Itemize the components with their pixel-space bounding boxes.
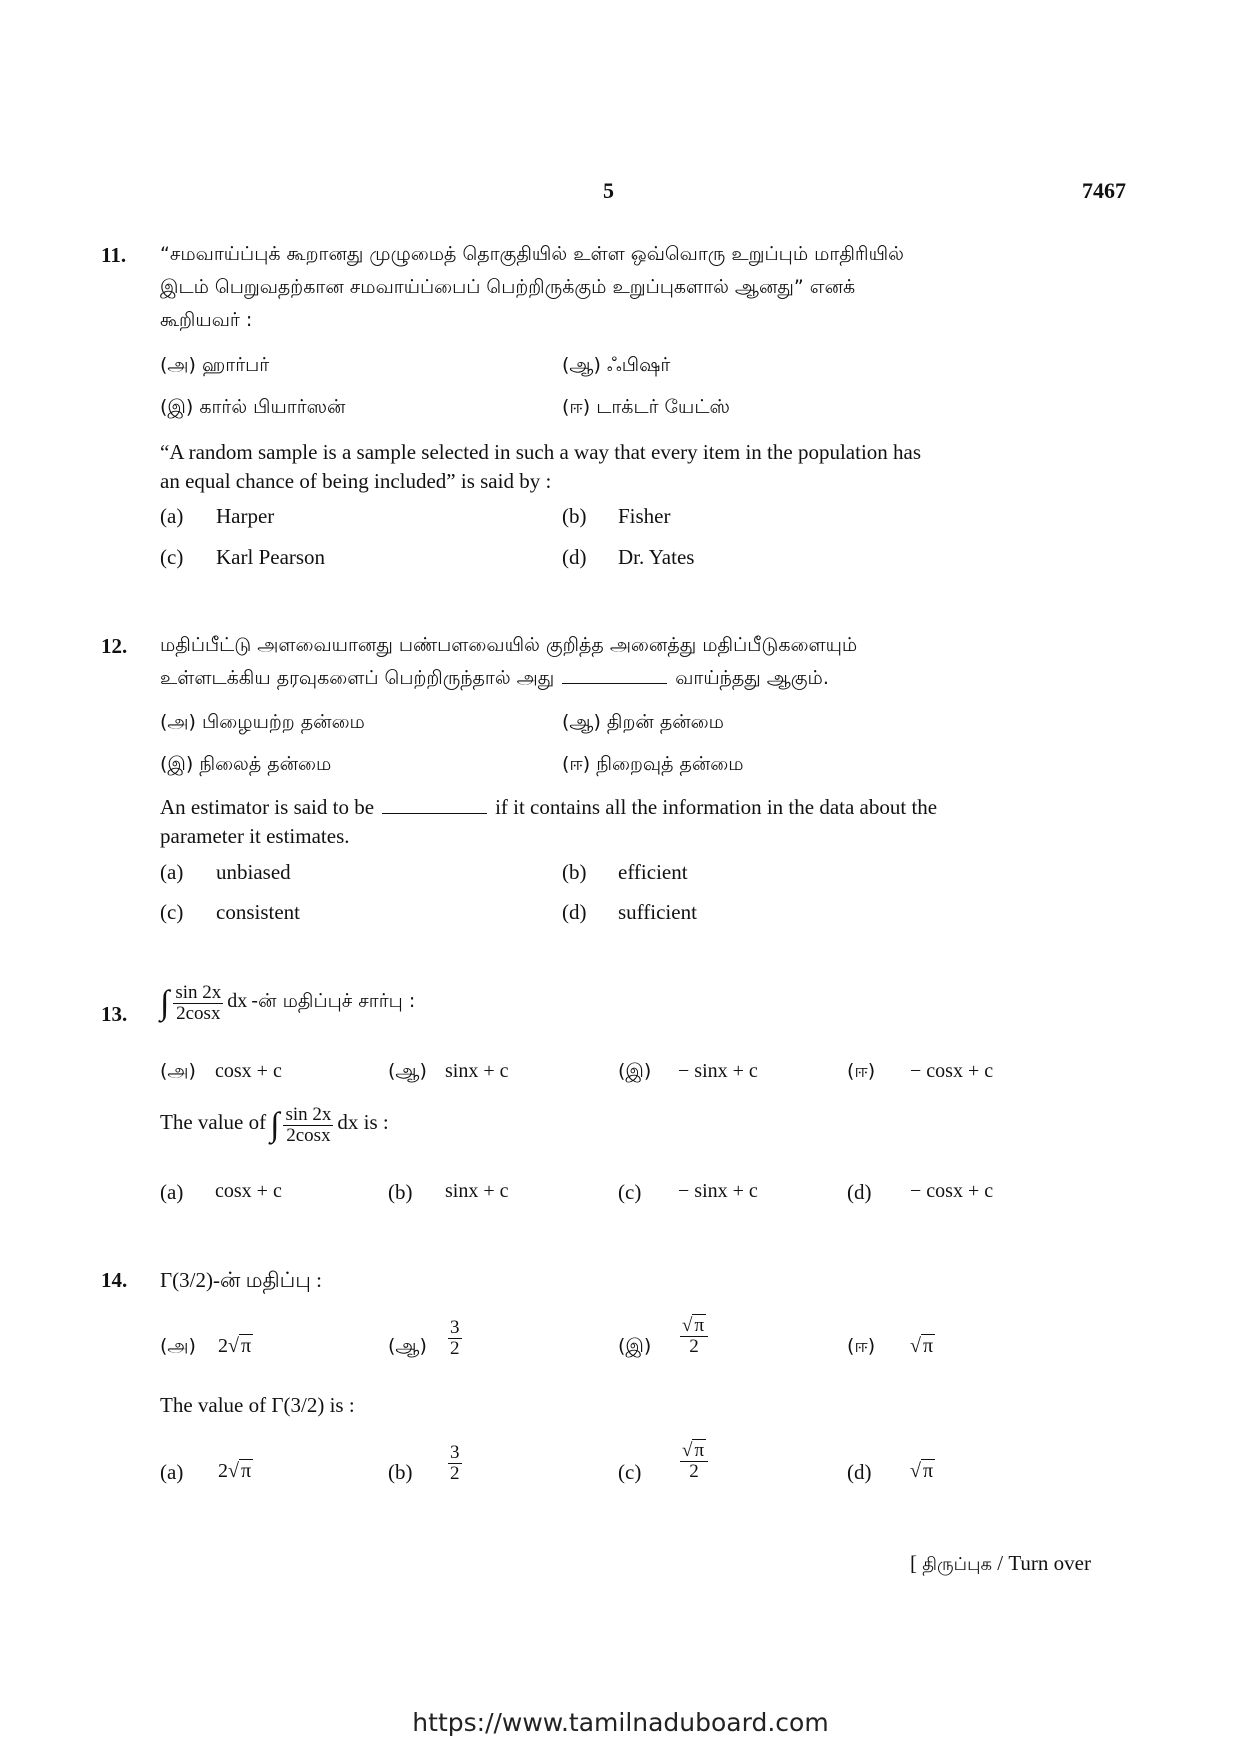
question-text-english-line [160, 795, 937, 820]
turn-over-note [910, 1551, 1091, 1577]
page-number: 5 [603, 178, 614, 203]
option-value-fraction [448, 1318, 462, 1359]
option-label: (b) [388, 1180, 413, 1204]
fraction-numerator: 3 [450, 1442, 460, 1463]
text-part: வாய்ந்தது ஆகும். [675, 667, 829, 689]
option-label: (c) [618, 1460, 642, 1484]
footer-url[interactable]: https://www.tamilnaduboard.com [412, 1708, 829, 1737]
integral-expression-tamil [160, 983, 415, 1024]
option-value: sinx + c [445, 1180, 509, 1202]
fraction-numerator: sin 2x [285, 1104, 332, 1125]
gamma-text-tamil: Γ(3/2)-ன் மதிப்பு : [160, 1268, 323, 1292]
option-tamil: (இ) நிலைத் தன்மை [160, 753, 332, 775]
option-label: (d) [562, 545, 587, 569]
option-text: Dr. Yates [618, 545, 695, 569]
fraction-denominator: 2 [689, 1335, 699, 1357]
fraction-denominator: 2 [450, 1462, 460, 1484]
option-label-tamil: (அ) [160, 1335, 196, 1357]
answer-blank [562, 683, 667, 684]
option-value: cosx + c [215, 1060, 282, 1082]
option-value-fraction [680, 1316, 708, 1357]
question-number: 13. [101, 1002, 128, 1026]
integral-sign: ∫ [270, 1106, 280, 1144]
question-text-english: an equal chance of being included” is said by : [160, 469, 552, 493]
option-label-tamil: (ஆ) [388, 1060, 427, 1082]
option-value: − cosx + c [910, 1060, 994, 1082]
option-label: (d) [847, 1180, 872, 1204]
option-label-tamil: (இ) [618, 1060, 652, 1082]
pi-symbol: π [240, 1460, 252, 1482]
option-label: (a) [160, 504, 184, 528]
option-value: 2√ π [218, 1335, 252, 1357]
question-text-english: “A random sample is a sample selected in such a way that every item in the population has [160, 440, 922, 464]
question-text-tamil: இடம் பெறுவதற்கான சமவாய்ப்பைப் பெற்றிருக்கும் உறுப்புகளால் ஆனது” எனக் [160, 276, 856, 298]
text-part: An estimator is said to be [160, 795, 375, 819]
option-label-tamil: (அ) [160, 1060, 196, 1082]
fraction-numerator: √ π [680, 1316, 708, 1337]
option-label-tamil: (ஈ) [847, 1060, 876, 1082]
option-value: − sinx + c [678, 1180, 758, 1202]
integral-sign: ∫ [160, 984, 170, 1022]
option-value: √ π [910, 1460, 934, 1482]
turn-over-tamil: திருப்புக [922, 1554, 992, 1575]
question-text-tamil: -ன் மதிப்புச் சார்பு : [251, 990, 416, 1013]
question-text-tamil: மதிப்பீட்டு அளவையானது பண்பளவையில் குறித்த அனைத்து மதிப்பீடுகளையும் [160, 634, 858, 656]
option-tamil: (ஆ) திறன் தன்மை [562, 711, 724, 733]
option-label-tamil: (இ) [618, 1335, 652, 1357]
pi-symbol: π [694, 1440, 705, 1461]
bracket: [ [910, 1551, 917, 1575]
fraction-numerator: 3 [450, 1317, 460, 1338]
option-label: (c) [160, 900, 184, 924]
fraction-denominator: 2cosx [286, 1124, 331, 1146]
question-text-english: parameter it estimates. [160, 824, 350, 848]
option-value: 2√ π [218, 1460, 252, 1482]
question-text-english: The value of Γ(3/2) is : [160, 1393, 355, 1417]
option-tamil: (அ) பிழையற்ற தன்மை [160, 711, 365, 733]
option-label: (a) [160, 1460, 184, 1484]
option-value-fraction [448, 1443, 462, 1484]
text-part: உள்ளடக்கிய தரவுகளைப் பெற்றிருந்தால் அது [160, 667, 555, 689]
answer-blank [382, 813, 487, 814]
question-text-tamil [160, 1268, 322, 1295]
pi-symbol: π [922, 1460, 934, 1482]
turn-over-english: / Turn over [997, 1551, 1091, 1575]
fraction [283, 1105, 333, 1146]
option-label: (d) [562, 900, 587, 924]
question-number: 14. [101, 1268, 128, 1292]
question-number: 12. [101, 634, 128, 658]
option-tamil: (இ) கார்ல் பியார்ஸன் [160, 396, 346, 418]
option-value: cosx + c [215, 1180, 282, 1202]
option-text: efficient [618, 860, 688, 884]
option-tamil: (அ) ஹார்பர் [160, 354, 270, 376]
option-value: sinx + c [445, 1060, 509, 1082]
option-label: (d) [847, 1460, 872, 1484]
question-number: 11. [101, 243, 127, 267]
option-label: (b) [388, 1460, 413, 1484]
coefficient: 2 [218, 1335, 228, 1357]
option-label: (c) [160, 545, 184, 569]
option-value: − cosx + c [910, 1180, 994, 1202]
pi-symbol: π [922, 1335, 934, 1357]
integral-expression-english [160, 1105, 389, 1146]
option-value: √ π [910, 1335, 934, 1357]
option-label: (b) [562, 504, 587, 528]
pi-symbol: π [240, 1335, 252, 1357]
question-text-tamil-line [160, 667, 829, 692]
option-tamil: (ஈ) டாக்டர் யேட்ஸ் [562, 396, 730, 418]
option-text: sufficient [618, 900, 697, 924]
question-text-tamil: “சமவாய்ப்புக் கூறானது முழுமைத் தொகுதியில் உள்ள ஒவ்வொரு உறுப்பும் மாதிரியில் [160, 243, 904, 265]
dx: dx [227, 990, 248, 1013]
question-text-tamil: கூறியவர் : [160, 309, 253, 331]
option-tamil: (ஈ) நிறைவுத் தன்மை [562, 753, 744, 775]
option-text: Fisher [618, 504, 671, 528]
option-text: Harper [216, 504, 275, 528]
fraction-denominator: 2 [450, 1337, 460, 1359]
option-label-tamil: (ஈ) [847, 1335, 876, 1357]
fraction [173, 983, 223, 1024]
question-text-english: dx is : [337, 1110, 389, 1135]
option-value-fraction [680, 1441, 708, 1482]
option-tamil: (ஆ) ஃபிஷர் [562, 354, 671, 376]
option-text: unbiased [216, 860, 291, 884]
coefficient: 2 [218, 1460, 228, 1482]
fraction-numerator: sin 2x [175, 982, 222, 1003]
text-part: if it contains all the information in the data about the [495, 795, 938, 819]
option-label: (a) [160, 860, 184, 884]
option-text: Karl Pearson [216, 545, 326, 569]
fraction-denominator: 2 [689, 1460, 699, 1482]
option-label: (b) [562, 860, 587, 884]
question-text-english: The value of [160, 1110, 267, 1135]
option-value: − sinx + c [678, 1060, 758, 1082]
option-label: (a) [160, 1180, 184, 1204]
option-label-tamil: (ஆ) [388, 1335, 427, 1357]
fraction-denominator: 2cosx [176, 1002, 221, 1024]
option-text: consistent [216, 900, 300, 924]
option-label: (c) [618, 1180, 642, 1204]
pi-symbol: π [694, 1315, 705, 1336]
fraction-numerator: √ π [680, 1441, 708, 1462]
paper-code: 7467 [1082, 178, 1126, 203]
